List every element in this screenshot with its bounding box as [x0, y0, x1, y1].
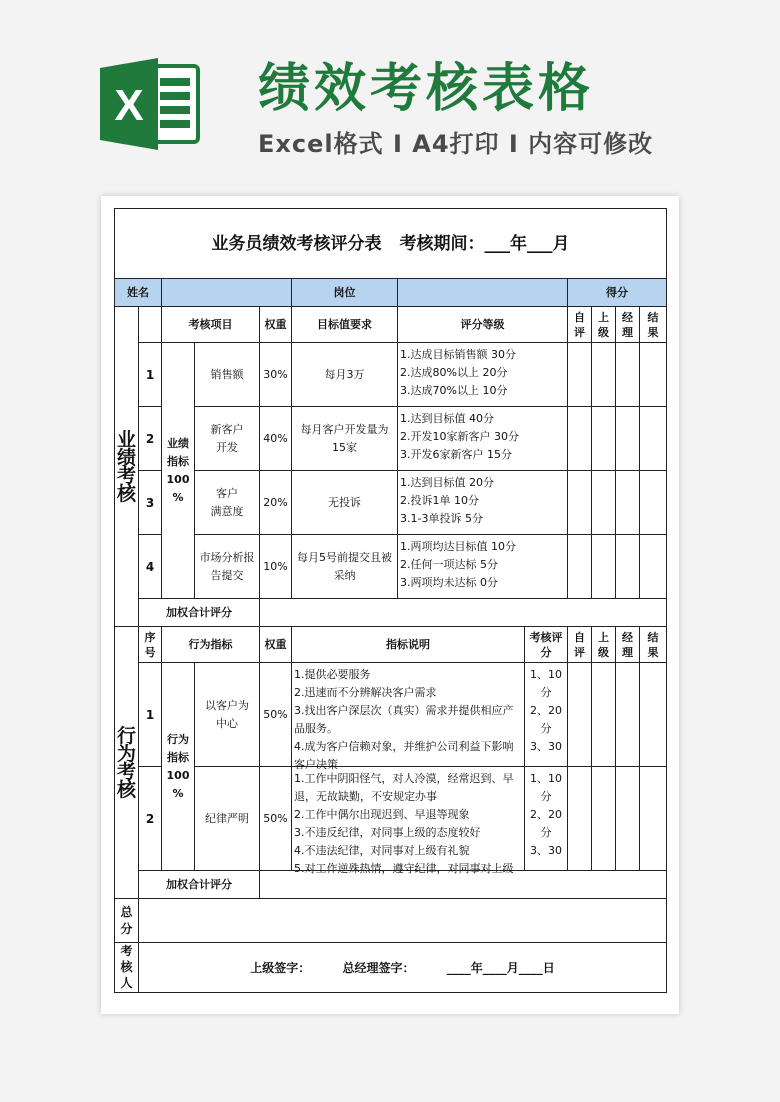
superior-score-cell[interactable] — [592, 535, 616, 599]
perf-header-target: 目标值要求 — [292, 307, 398, 343]
behavior-row-criteria — [525, 767, 568, 871]
perf-subtotal-row — [115, 599, 667, 627]
desc-line: 3.找出客户深层次（真实）需求并提供相应产品服务。 — [294, 703, 514, 735]
result-cell[interactable] — [640, 471, 667, 535]
behavior-row-no: 2 — [139, 767, 162, 871]
perf-section-label: 业 绩 考 核 — [115, 307, 139, 627]
result-cell[interactable] — [640, 663, 667, 767]
perf-row-item: 新客户 开发 — [195, 407, 260, 471]
superior-score-cell[interactable] — [592, 663, 616, 767]
perf-row-weight: 10% — [260, 535, 292, 599]
name-value[interactable] — [162, 279, 292, 307]
manager-score-cell[interactable] — [616, 535, 640, 599]
behavior-row-weight: 50% — [260, 663, 292, 767]
perf-header-grade: 评分等级 — [398, 307, 568, 343]
page-title: 绩效考核表格 — [258, 59, 595, 119]
post-value[interactable] — [398, 279, 568, 307]
behavior-row — [115, 767, 667, 871]
grade-line: 1.达到目标值 40分 — [400, 411, 495, 425]
desc-line: 5.对工作逆殊热情，遵守纪律，对同事对上级 — [294, 861, 514, 875]
grade-line: 2.投诉1单 10分 — [400, 493, 480, 507]
sign-section-label — [115, 943, 139, 993]
behavior-row-item: 纪律严明 — [195, 767, 260, 871]
perf-row — [115, 407, 667, 471]
perf-header-result: 结 果 — [640, 307, 667, 343]
perf-row-no: 3 — [139, 471, 162, 535]
perf-group-label: 业绩 指标 100 % — [162, 343, 195, 599]
manager-score-cell[interactable] — [616, 767, 640, 871]
superior-score-cell[interactable] — [592, 471, 616, 535]
grade-line: 3.开发6家新客户 15分 — [400, 447, 513, 461]
self-score-cell[interactable] — [568, 407, 592, 471]
behavior-header-weight: 权重 — [260, 627, 292, 663]
behavior-section-label: 行 为 考 核 — [115, 627, 139, 899]
sign-section-text: 考 核 人 — [120, 944, 133, 990]
perf-row-target: 每月3万 — [292, 343, 398, 407]
perf-row-weight: 20% — [260, 471, 292, 535]
perf-row-target: 每月5号前提交且被 采纳 — [292, 535, 398, 599]
perf-row-weight: 40% — [260, 407, 292, 471]
grade-line: 2.任何一项达标 5分 — [400, 557, 499, 571]
behavior-header-row — [115, 627, 667, 663]
behavior-row-no: 1 — [139, 663, 162, 767]
criteria-line: 分 — [540, 789, 552, 803]
score-label: 得分 — [568, 279, 667, 307]
perf-header-manager: 经 理 — [616, 307, 640, 343]
perf-row-grades — [398, 343, 568, 407]
perf-row-item: 市场分析报 告提交 — [195, 535, 260, 599]
criteria-line: 3、30 — [530, 739, 563, 753]
sheet-title-row — [115, 209, 667, 279]
total-value[interactable] — [139, 899, 667, 943]
behavior-row — [115, 663, 667, 767]
self-score-cell[interactable] — [568, 767, 592, 871]
total-row — [115, 899, 667, 943]
criteria-line: 3、30 — [530, 843, 563, 857]
perf-row-weight: 30% — [260, 343, 292, 407]
perf-subtotal-label: 加权合计评分 — [139, 599, 260, 627]
signature-row — [115, 943, 667, 993]
perf-row-item: 销售额 — [195, 343, 260, 407]
behavior-header-self: 自 评 — [568, 627, 592, 663]
behavior-header-criteria: 考核评 分 — [525, 627, 568, 663]
criteria-line: 分 — [540, 685, 552, 699]
desc-line: 3.不违反纪律，对同事上级的态度较好 — [294, 825, 481, 839]
excel-logo-letter: X — [114, 81, 144, 130]
desc-line: 1.工作中阴阳怪气，对人冷漠，经常迟到、早退，无故缺勤，不安规定办事 — [294, 771, 514, 803]
criteria-line: 2、20 — [530, 703, 563, 717]
grade-line: 3.两项均未达标 0分 — [400, 575, 499, 589]
perf-subtotal-value[interactable] — [260, 599, 667, 627]
excel-logo-icon — [100, 58, 200, 150]
criteria-line: 2、20 — [530, 807, 563, 821]
behavior-header-result: 结 果 — [640, 627, 667, 663]
self-score-cell[interactable] — [568, 663, 592, 767]
page-subtitle: Excel格式 Ⅰ A4打印 Ⅰ 内容可修改 — [258, 130, 654, 158]
behavior-subtotal-label: 加权合计评分 — [139, 871, 260, 899]
result-cell[interactable] — [640, 407, 667, 471]
perf-row — [115, 535, 667, 599]
desc-line: 2.工作中偶尔出现迟到、早退等现象 — [294, 807, 470, 821]
criteria-line: 1、10 — [530, 771, 563, 785]
perf-header-superior: 上 级 — [592, 307, 616, 343]
grade-line: 1.两项均达目标值 10分 — [400, 539, 517, 553]
superior-signature-label: 上级签字： — [250, 960, 311, 975]
perf-header-blank — [139, 307, 162, 343]
grade-line: 1.达成目标销售额 30分 — [400, 347, 517, 361]
spreadsheet-sheet — [101, 196, 679, 1014]
info-row — [115, 279, 667, 307]
criteria-line: 分 — [540, 721, 552, 735]
perf-header-self: 自 评 — [568, 307, 592, 343]
behavior-header-no: 序 号 — [139, 627, 162, 663]
desc-line: 2.迅速而不分辨解决客户需求 — [294, 685, 437, 699]
perf-row-grades — [398, 535, 568, 599]
name-label: 姓名 — [115, 279, 162, 307]
perf-row-item: 客户 满意度 — [195, 471, 260, 535]
behavior-row-desc — [292, 767, 525, 875]
perf-row-no: 2 — [139, 407, 162, 471]
behavior-row-item: 以客户为 中心 — [195, 663, 260, 767]
perf-header-item: 考核项目 — [162, 307, 260, 343]
result-cell[interactable] — [640, 767, 667, 871]
post-label: 岗位 — [292, 279, 398, 307]
behavior-row-criteria — [525, 663, 568, 767]
grade-line: 3.达成70%以上 10分 — [400, 383, 508, 397]
desc-line: 4.成为客户信赖对象，并维护公司利益下影响客户决策 — [294, 739, 514, 771]
total-label: 总 分 — [115, 899, 139, 943]
desc-line: 4.不违法纪律，对同事对上级有礼貌 — [294, 843, 470, 857]
manager-score-cell[interactable] — [616, 407, 640, 471]
result-cell[interactable] — [640, 535, 667, 599]
result-cell[interactable] — [640, 343, 667, 407]
superior-score-cell[interactable] — [592, 767, 616, 871]
grade-line: 2.开发10家新客户 30分 — [400, 429, 520, 443]
period-label: 考核期间：___年___月 — [399, 233, 570, 254]
self-score-cell[interactable] — [568, 343, 592, 407]
behavior-row-weight: 50% — [260, 767, 292, 871]
grade-line: 1.达到目标值 20分 — [400, 475, 495, 489]
perf-row-grades — [398, 407, 568, 471]
grade-line: 2.达成80%以上 20分 — [400, 365, 508, 379]
behavior-row-desc — [292, 663, 525, 771]
self-score-cell[interactable] — [568, 535, 592, 599]
perf-row-no: 1 — [139, 343, 162, 407]
perf-row — [115, 343, 667, 407]
manager-score-cell[interactable] — [616, 663, 640, 767]
perf-header-row — [115, 307, 667, 343]
self-score-cell[interactable] — [568, 471, 592, 535]
behavior-header-superior: 上 级 — [592, 627, 616, 663]
perf-row-target: 无投诉 — [292, 471, 398, 535]
perf-row-no: 4 — [139, 535, 162, 599]
manager-score-cell[interactable] — [616, 343, 640, 407]
perf-row-grades — [398, 471, 568, 535]
behavior-group-label: 行为 指标 100 % — [162, 663, 195, 871]
sheet-title: 业务员绩效考核评分表 — [211, 233, 382, 254]
behavior-header-desc: 指标说明 — [292, 627, 525, 663]
superior-score-cell[interactable] — [592, 343, 616, 407]
perf-header-weight: 权重 — [260, 307, 292, 343]
grade-line: 3.1-3单投诉 5分 — [400, 511, 483, 525]
sign-date-label: ____年____月____日 — [446, 960, 555, 975]
superior-score-cell[interactable] — [592, 407, 616, 471]
perf-row-target: 每月客户开发量为 15家 — [292, 407, 398, 471]
desc-line: 1.提供必要服务 — [294, 667, 371, 681]
criteria-line: 分 — [540, 825, 552, 839]
signature-cell — [139, 943, 667, 993]
gm-signature-label: 总经理签字： — [342, 960, 415, 975]
behavior-header-manager: 经 理 — [616, 627, 640, 663]
criteria-line: 1、10 — [530, 667, 563, 681]
behavior-header-indicator: 行为指标 — [162, 627, 260, 663]
perf-row — [115, 471, 667, 535]
manager-score-cell[interactable] — [616, 471, 640, 535]
appraisal-table — [114, 208, 667, 993]
